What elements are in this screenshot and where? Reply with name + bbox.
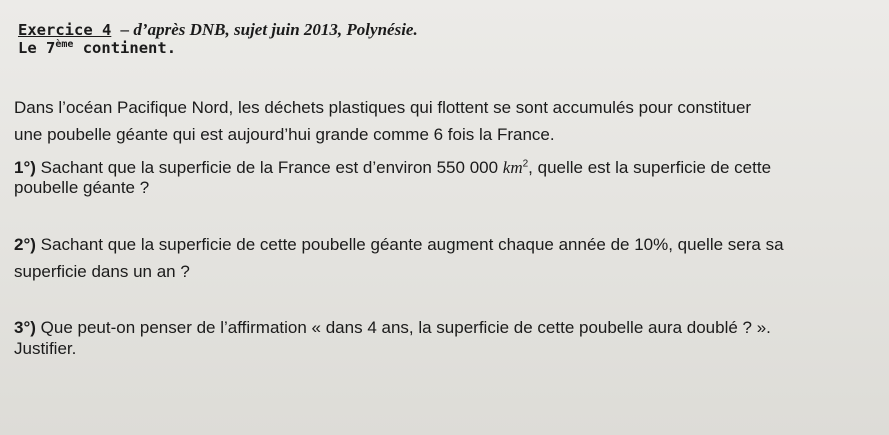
intro-line-1: Dans l’océan Pacifique Nord, les déchets plastiques qui flottent se sont accumulés pour constituer — [14, 98, 752, 117]
question-3-number: 3°) — [14, 318, 36, 337]
question-1-text-after: , quelle est la superficie de cette — [528, 158, 772, 177]
intro-line-2: une poubelle géante qui est aujourd’hui grande comme 6 fois la France. — [14, 125, 555, 144]
question-1-text: Sachant que la superficie de la France est d’environ 550 000 — [35, 158, 503, 177]
question-1-unit: km — [502, 158, 523, 177]
question-1-number: 1°) — [14, 158, 36, 177]
subtitle-suffix: continent. — [73, 39, 177, 57]
exercise-subtitle — [18, 38, 176, 58]
question-2-line-2: superficie dans un an ? — [14, 262, 190, 281]
question-2-number: 2°) — [14, 235, 36, 254]
exercise-title — [18, 20, 418, 40]
question-3-text: Que peut-on penser de l’affirmation « dans 4 ans, la superficie de cette poubelle aura doublé ? ». — [35, 318, 771, 337]
question-1-line-1 — [14, 158, 771, 178]
exercise-label: Exercice 4 — [18, 21, 112, 39]
question-3-line-2: Justifier. — [14, 339, 77, 358]
subtitle-prefix: Le 7 — [18, 39, 56, 57]
question-2-text: Sachant que la superficie de cette poubelle géante augment chaque année de 10%, quelle sera sa — [35, 235, 784, 254]
question-1-line-2: poubelle géante ? — [14, 178, 150, 197]
question-1-unit-sup: 2 — [522, 158, 529, 170]
question-2-line-1 — [14, 235, 784, 255]
subtitle-sup: ème — [55, 38, 74, 50]
question-3-line-1 — [14, 318, 771, 338]
exercise-source: – d’après DNB, sujet juin 2013, Polynésie. — [120, 20, 418, 39]
